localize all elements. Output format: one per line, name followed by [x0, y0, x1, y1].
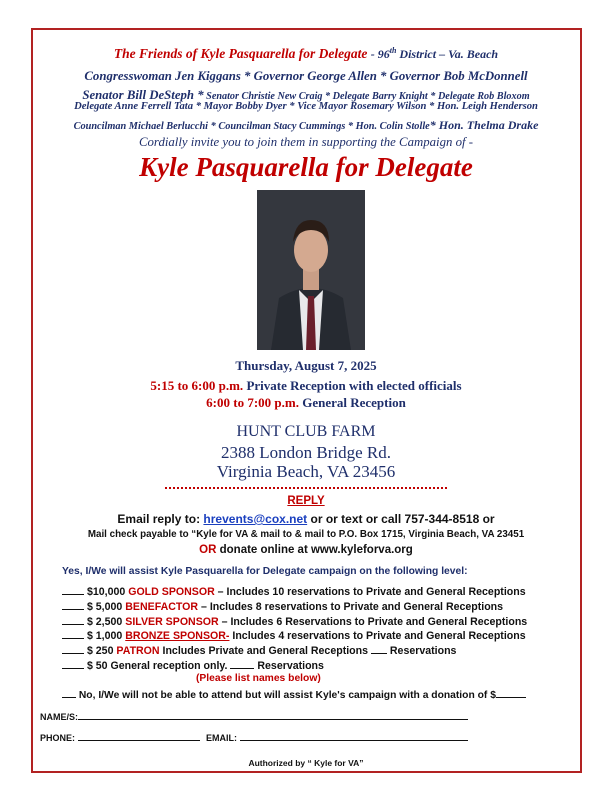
email-reply-line: Email reply to: hrevents@cox.net or or text or call 757-344-8518 or: [117, 512, 495, 526]
venue-city: Virginia Beach, VA 23456: [216, 462, 396, 481]
page-title: Kyle Pasquarella for Delegate: [139, 152, 473, 182]
level-row[interactable]: $ 50 General reception only. Reservations: [62, 660, 324, 672]
venue-street: 2388 London Bridge Rd.: [221, 443, 391, 462]
hosts-line-3: Delegate Anne Ferrell Tata * Mayor Bobby Dyer * Vice Mayor Rosemary Wilson * Hon. Leigh Henderson: [74, 101, 538, 112]
level-row[interactable]: $ 250 PATRON Includes Private and General Receptions Reservations: [62, 645, 456, 657]
friends-text: The Friends of Kyle Pasquarella for Delegate: [113, 46, 368, 61]
hosts-line-2: Senator Bill DeSteph * Senator Christie New Craig * Delegate Barry Knight * Delegate Rob Bloxom: [82, 88, 530, 102]
please-list-names: (Please list names below): [196, 673, 321, 684]
candidate-photo: [257, 190, 365, 350]
divider: [165, 487, 447, 489]
email-link[interactable]: hrevents@cox.net: [203, 512, 308, 526]
phone-field[interactable]: PHONE:: [40, 733, 200, 743]
level-row[interactable]: $ 5,000 BENEFACTOR – Includes 8 reservations to Private and General Receptions: [62, 601, 503, 613]
invite-text: Cordially invite you to join them in supporting the Campaign of -: [139, 135, 473, 149]
reply-heading: REPLY: [287, 495, 325, 507]
no-attend-row[interactable]: No, I/We will not be able to attend but will assist Kyle's campaign with a donation of $: [62, 690, 526, 701]
level-row[interactable]: $ 2,500 SILVER SPONSOR – Includes 6 Reservations to Private and General Receptions: [62, 616, 527, 628]
donate-line: OR donate online at www.kyleforva.org: [199, 544, 413, 556]
time-general: 6:00 to 7:00 p.m. General Reception: [206, 395, 406, 410]
level-row[interactable]: $ 1,000 BRONZE SPONSOR- Includes 4 reservations to Private and General Receptions: [62, 630, 526, 642]
time-private: 5:15 to 6:00 p.m. Private Reception with elected officials: [150, 378, 462, 393]
venue-name: HUNT CLUB FARM: [236, 423, 376, 440]
district-text: - 96th District – Va. Beach: [370, 46, 499, 61]
mail-check-line: Mail check payable to “Kyle for VA & mail to & mail to P.O. Box 1715, Virginia Beach, VA 23451: [87, 529, 525, 540]
names-field[interactable]: NAME/S:: [40, 712, 468, 722]
authorized-by: Authorized by “ Kyle for VA”: [248, 758, 364, 768]
hosts-line-4: Councilman Michael Berlucchi * Councilman Stacy Cummings * Hon. Colin Stolle* Hon. Thelma Drake: [73, 118, 539, 132]
levels-intro: Yes, I/We will assist Kyle Pasquarella for Delegate campaign on the following level:: [62, 566, 468, 577]
header-line: [0, 46, 612, 62]
candidate-portrait-icon: [257, 190, 365, 350]
level-row[interactable]: $10,000 GOLD SPONSOR – Includes 10 reservations to Private and General Receptions: [62, 586, 526, 598]
email-field[interactable]: EMAIL:: [206, 733, 468, 743]
hosts-line-1: Congresswoman Jen Kiggans * Governor George Allen * Governor Bob McDonnell: [84, 69, 528, 83]
event-date: Thursday, August 7, 2025: [235, 358, 377, 373]
donate-link[interactable]: donate online at www.kyleforva.org: [216, 544, 413, 556]
